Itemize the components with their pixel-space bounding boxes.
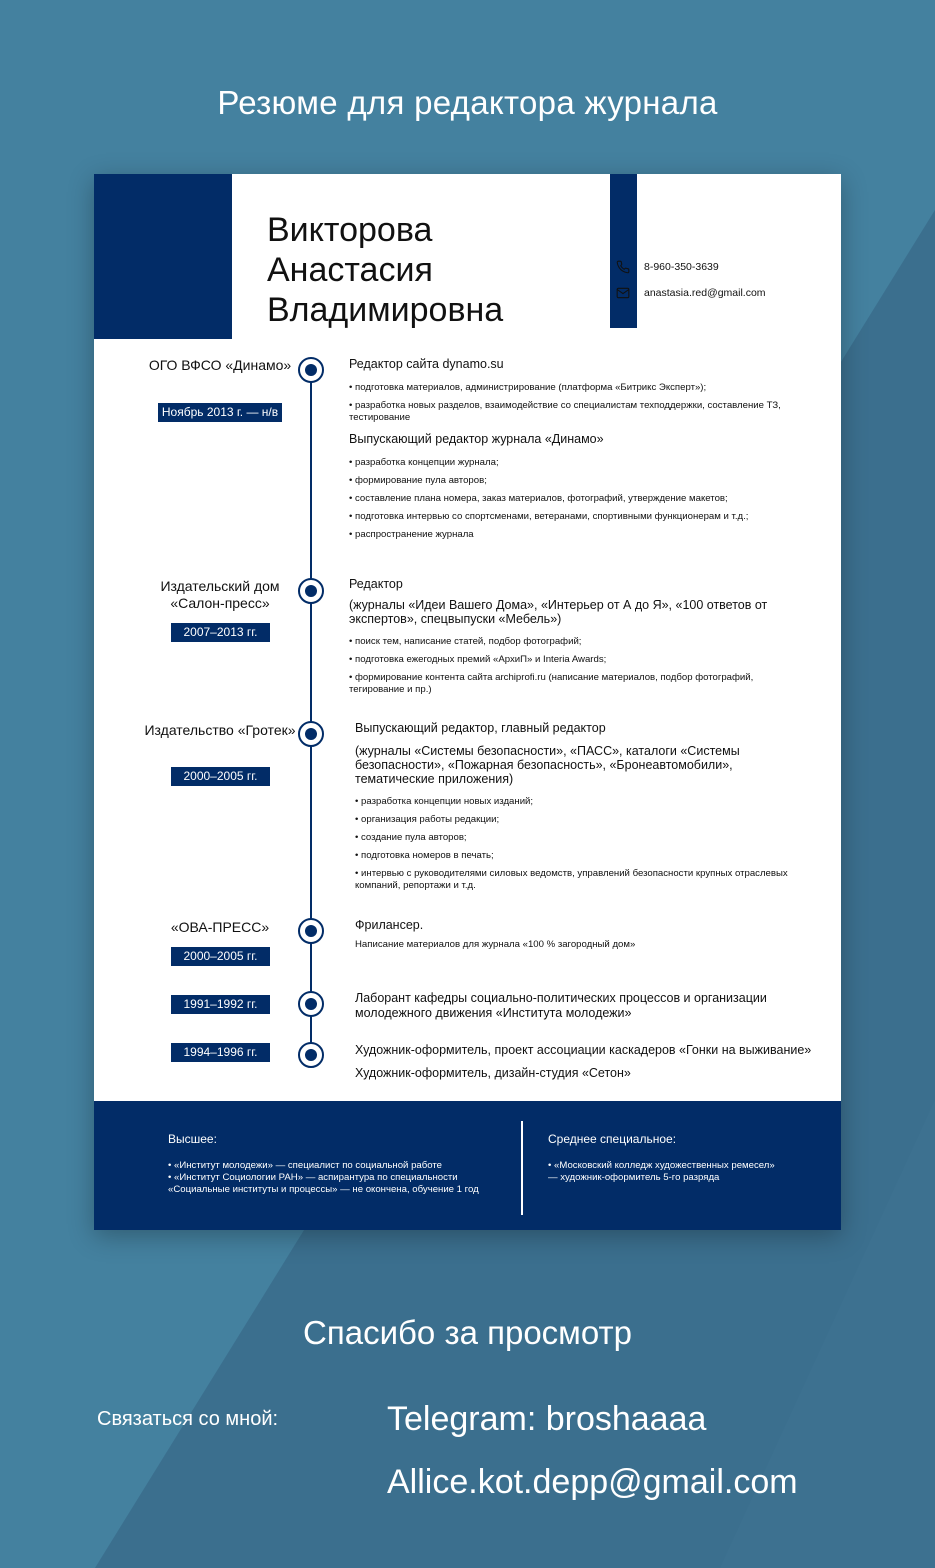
phone-number[interactable]: 8-960-350-3639 [644, 261, 719, 273]
list-item: • формирование пула авторов; [349, 475, 809, 487]
date-badge: 2000–2005 гг. [171, 947, 270, 966]
bullet-list [349, 636, 809, 696]
email-address[interactable]: anastasia.red@gmail.com [644, 287, 766, 299]
job-title: Лаборант кафедры социально-политических процессов и организации молодежного движения «Института молодежи» [355, 991, 767, 1020]
timeline-dot [298, 578, 324, 604]
org-name: Издательство «Гротек» [144, 722, 296, 738]
org-name: Издательский дом «Салон-пресс» [160, 578, 280, 611]
telegram-contact[interactable]: Telegram: broshaaaa [387, 1400, 707, 1438]
list-item: • создание пула авторов; [355, 832, 815, 844]
resume-card [94, 174, 841, 1230]
corner-block [94, 174, 232, 339]
experience-entry [355, 991, 785, 1031]
list-item: • подготовка интервью со спортсменами, ветеранами, спортивными функционерам и т.д.; [349, 511, 809, 523]
list-item: • поиск тем, написание статей, подбор фотографий; [349, 636, 809, 648]
last-name: Викторова [267, 211, 433, 249]
date-badge: 2000–2005 гг. [171, 767, 270, 786]
job-title: Художник-оформитель, проект ассоциации каскадеров «Гонки на выживание» [355, 1043, 812, 1057]
timeline-dot [298, 357, 324, 383]
education-footer [94, 1101, 841, 1230]
email-contact-large[interactable]: Allice.kot.depp@gmail.com [387, 1463, 798, 1501]
list-item: • разработка концепции журнала; [349, 457, 809, 469]
bullet-list [349, 382, 809, 424]
list-item: • подготовка ежегодных премий «АрхиП» и Interia Awards; [349, 654, 809, 666]
thanks-text: Спасибо за просмотр [303, 1314, 632, 1351]
secondary-education-label: Среднее специальное: [548, 1132, 677, 1146]
contact-bar [610, 174, 637, 328]
first-name: Анастасия [267, 251, 433, 289]
experience-entry [355, 918, 815, 951]
bullet-list [349, 457, 809, 541]
date-badge: 1991–1992 гг. [171, 995, 270, 1014]
date-badge: 2007–2013 гг. [171, 623, 270, 642]
secondary-education [548, 1132, 775, 1184]
list-item: • распространение журнала [349, 529, 809, 541]
higher-education [168, 1132, 479, 1196]
timeline-dot [298, 918, 324, 944]
list-item: • организация работы редакции; [355, 814, 815, 826]
list-item: • подготовка материалов, администрирование (платформа «Битрикс Эксперт»); [349, 382, 809, 394]
mail-icon [616, 287, 630, 299]
date-badge: Ноябрь 2013 г. — н/в [158, 403, 282, 422]
bullet-list [355, 796, 815, 892]
job-subtitle: (журналы «Идеи Вашего Дома», «Интерьер от А до Я», «100 ответов от экспертов», спецвыпуски «Мебель») [349, 598, 768, 626]
full-name [267, 210, 503, 330]
footer-divider [521, 1121, 523, 1215]
job-title: Фрилансер. [355, 918, 424, 932]
experience-entry [349, 357, 809, 547]
timeline-dot [298, 721, 324, 747]
experience-entry [355, 721, 815, 898]
higher-education-text: • «Институт молодежи» — специалист по социальной работе • «Институт Социологии РАН» — аспирантура по специальности «Социальные институты и процессы» — не окончена, обучение 1 год [168, 1160, 479, 1195]
email-contact [616, 287, 766, 299]
job-title: Художник-оформитель, дизайн-студия «Сетон» [355, 1066, 631, 1080]
job-title: Выпускающий редактор, главный редактор [355, 721, 606, 735]
higher-education-label: Высшее: [168, 1132, 217, 1146]
org-name: ОГО ВФСО «Динамо» [148, 357, 292, 373]
timeline-dot [298, 991, 324, 1017]
list-item: • формирование контента сайта archiprofi.ru (написание материалов, подбор фотографий, тегирование и пр.) [349, 672, 809, 696]
date-badge: 1994–1996 гг. [171, 1043, 270, 1062]
experience-entry [355, 1043, 825, 1091]
job-subtitle: (журналы «Системы безопасности», «ПАСС», каталоги «Системы безопасности», «Пожарная безопасность», «Бронеавтомобили», тематические приложения) [355, 744, 740, 786]
experience-entry [349, 577, 809, 702]
page-title: Резюме для редактора журнала [217, 84, 718, 121]
org-name: «ОВА-ПРЕСС» [170, 919, 270, 935]
list-item: • составление плана номера, заказ материалов, фотографий, утверждение макетов; [349, 493, 809, 505]
secondary-education-text: • «Московский колледж художественных ремесел» — художник-оформитель 5-го разряда [548, 1160, 775, 1183]
list-item: • интервью с руководителями силовых ведомств, управлений безопасности крупных отраслевых компаний, репортажи и т.д. [355, 868, 815, 892]
list-item: • подготовка номеров в печать; [355, 850, 815, 862]
job-title: Редактор сайта dynamo.su [349, 357, 504, 371]
contact-label: Связаться со мной: [97, 1408, 279, 1430]
patronymic: Владимировна [267, 291, 504, 329]
job-description: Написание материалов для журнала «100 % загородный дом» [355, 939, 636, 950]
phone-icon [616, 260, 630, 274]
job-title: Редактор [349, 577, 403, 591]
job-title: Выпускающий редактор журнала «Динамо» [349, 432, 604, 446]
list-item: • разработка новых разделов, взаимодействие со специалистам техподдержки, составление ТЗ, тестирование [349, 400, 809, 424]
phone-contact [616, 260, 719, 274]
timeline-dot [298, 1042, 324, 1068]
list-item: • разработка концепции новых изданий; [355, 796, 815, 808]
timeline-line [310, 370, 312, 1064]
